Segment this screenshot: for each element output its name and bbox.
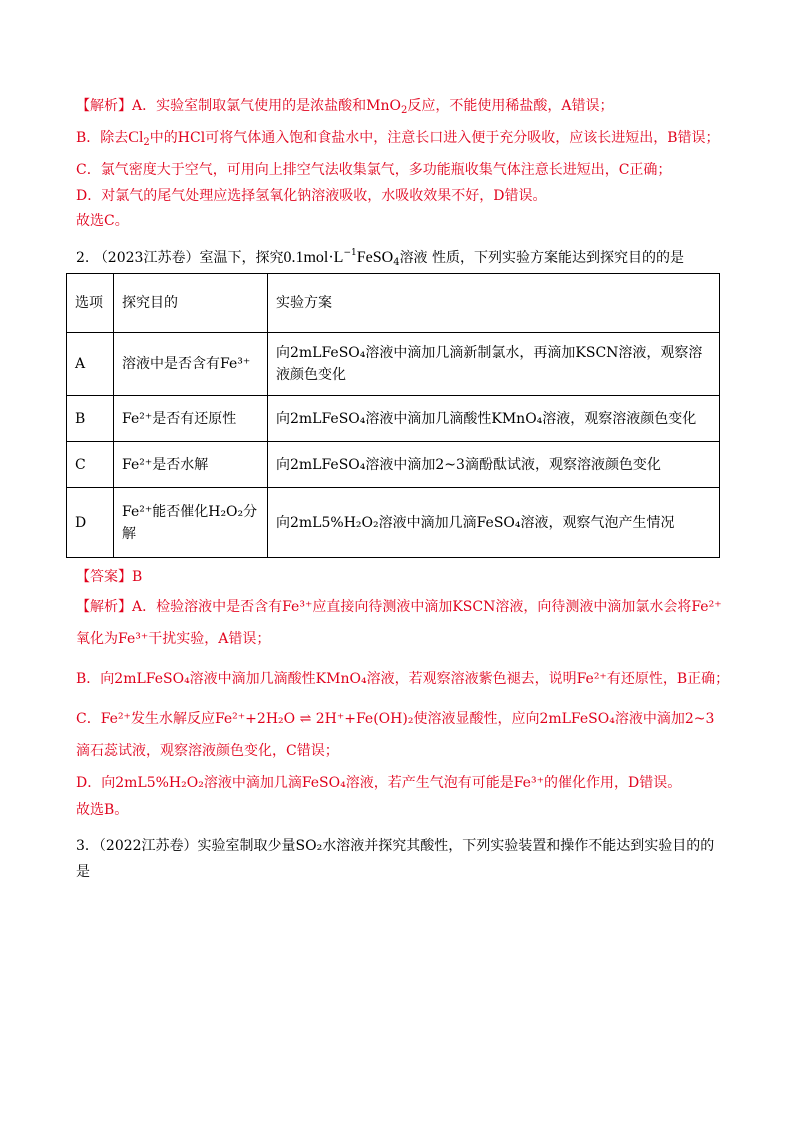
header-option: 选项 <box>67 274 114 333</box>
question-number: 2. <box>76 250 90 266</box>
table-row: B Fe²⁺是否有还原性 向2mLFeSO₄溶液中滴加几滴酸性KMnO₄溶液，观察溶液颜色变化 <box>67 396 720 442</box>
analysis2-line-a2: 氧化为Fe³⁺干扰实验，A错误； <box>76 631 271 647</box>
analysis1-conclusion: 故选C。 <box>76 213 129 229</box>
analysis2-conclusion: 故选B。 <box>76 802 129 818</box>
analysis-label: 【解析】 <box>76 98 132 114</box>
analysis1-line-b: B．除去$Cl_2$中的HCl可将气体通入饱和食盐水中，注意长口进入便于充分吸收，应该长进短出，B错误； <box>76 129 720 148</box>
question3-line2: 是 <box>76 864 90 880</box>
header-plan: 实验方案 <box>268 274 720 333</box>
analysis2-line-a1: 【解析】A．检验溶液中是否含有Fe³⁺应直接向待测液中滴加KSCN溶液，向待测液中滴加氯水会将Fe²⁺ <box>76 599 722 615</box>
question3-line1: 3．（2022江苏卷）实验室制取少量SO₂水溶液并探究其酸性，下列实验装置和操作不能达到实验目的的 <box>76 838 715 854</box>
header-goal: 探究目的 <box>114 274 268 333</box>
analysis2-line-c1: C．Fe²⁺发生水解反应Fe²⁺+2H₂O ⇌ 2H⁺+Fe(OH)₂使溶液显酸性，应向2mLFeSO₄溶液中滴加2~3 <box>76 711 715 727</box>
analysis2-line-c2: 滴石蕊试液，观察溶液颜色变化，C错误； <box>76 743 339 759</box>
table-row: D Fe²⁺能否催化H₂O₂分解 向2mL5%H₂O₂溶液中滴加几滴FeSO₄溶液，观察气泡产生情况 <box>67 488 720 558</box>
question2-stem: 2. （2023江苏卷）室温下，探究$0.1mol\cdot L^{-1}FeSO_4$溶液 性质，下列实验方案能达到探究目的的是 <box>76 248 685 268</box>
answer2: 【答案】B <box>76 569 143 585</box>
table-header-row <box>67 274 720 333</box>
experiment-table <box>66 273 720 558</box>
analysis1-line-c: C．氯气密度大于空气，可用向上排空气法收集氯气，多功能瓶收集气体注意长进短出，C正确； <box>76 162 672 178</box>
table-row: C Fe²⁺是否水解 向2mLFeSO₄溶液中滴加2~3滴酚酞试液，观察溶液颜色变化 <box>67 442 720 488</box>
analysis1-line-a: 【解析】A．实验室制取氯气使用的是浓盐酸和MnO$_2$反应，不能使用稀盐酸，A错误； <box>76 98 614 116</box>
analysis2-line-b: B．向2mLFeSO₄溶液中滴加几滴酸性KMnO₄溶液，若观察溶液紫色褪去，说明Fe²⁺有还原性，B正确； <box>76 671 730 687</box>
analysis2-line-d: D．向2mL5%H₂O₂溶液中滴加几滴FeSO₄溶液，若产生气泡有可能是Fe³⁺的催化作用，D错误。 <box>76 775 682 791</box>
analysis-label: 【解析】 <box>76 599 132 615</box>
table-row: A 溶液中是否含有Fe³⁺ 向2mLFeSO₄溶液中滴加几滴新制氯水，再滴加KSCN溶液，观察溶液颜色变化 <box>67 333 720 396</box>
analysis1-line-d: D．对氯气的尾气处理应选择氢氧化钠溶液吸收，水吸收效果不好，D错误。 <box>76 188 547 204</box>
